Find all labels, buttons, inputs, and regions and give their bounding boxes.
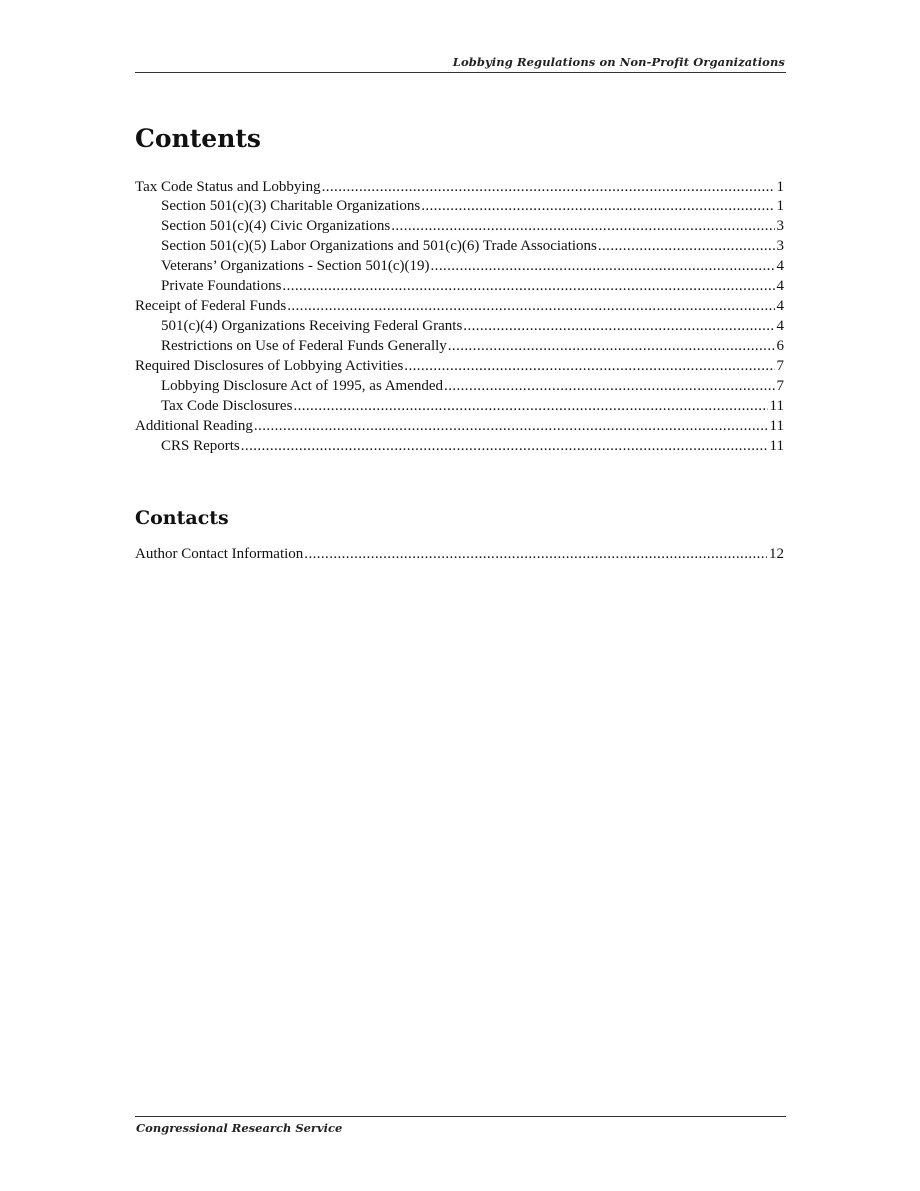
toc-entry-page: 3	[776, 218, 784, 235]
running-footer: Congressional Research Service	[136, 1121, 343, 1135]
toc-entry-page: 7	[776, 358, 784, 375]
toc-entry-title: Section 501(c)(3) Charitable Organizations	[161, 198, 421, 215]
toc-entry-page: 12	[769, 546, 784, 562]
toc-dot-leader	[254, 416, 768, 436]
toc-entry[interactable]	[135, 544, 784, 564]
toc-entry-title: Lobbying Disclosure Act of 1995, as Amended	[161, 377, 444, 394]
toc-entry[interactable]	[135, 257, 784, 277]
toc-entry-page: 4	[776, 298, 784, 315]
toc-entry-page: 4	[776, 317, 784, 334]
toc-entry-page: 1	[776, 179, 784, 195]
toc-entry-title: CRS Reports	[161, 437, 240, 454]
toc-entry-page: 11	[769, 418, 784, 435]
toc-dot-leader	[448, 337, 775, 357]
toc-entry[interactable]	[135, 217, 784, 237]
running-header: Lobbying Regulations on Non-Profit Organizations	[452, 55, 785, 69]
toc-entry-page: 6	[776, 337, 784, 354]
toc-entry[interactable]	[135, 237, 784, 257]
toc-entry[interactable]	[135, 397, 784, 417]
contents-heading: Contents	[135, 124, 262, 153]
toc-entry-page: 1	[776, 198, 784, 215]
toc-dot-leader	[444, 377, 774, 397]
toc-entry[interactable]	[135, 177, 784, 197]
toc-entry[interactable]	[135, 416, 784, 436]
toc-dot-leader	[293, 397, 767, 417]
toc-dot-leader	[463, 317, 774, 337]
toc-dot-leader	[322, 177, 775, 197]
toc-entry[interactable]	[135, 356, 784, 376]
toc-entry-title: Section 501(c)(4) Civic Organizations	[161, 218, 391, 235]
toc-dot-leader	[287, 296, 774, 316]
footer-rule	[135, 1116, 786, 1117]
toc-entry[interactable]	[135, 197, 784, 217]
toc-dot-leader	[391, 217, 774, 237]
toc-entry-title: Required Disclosures of Lobbying Activities	[135, 358, 404, 375]
toc-entry-page: 7	[776, 377, 784, 394]
toc-entry-page: 11	[769, 397, 784, 414]
toc-entry-title: Author Contact Information	[135, 546, 304, 562]
toc-entry-page: 4	[776, 277, 784, 294]
toc-entry-title: Receipt of Federal Funds	[135, 298, 287, 315]
toc-entry-page: 4	[776, 257, 784, 274]
toc-entry[interactable]	[135, 296, 784, 316]
toc-entry-title: Section 501(c)(5) Labor Organizations and 501(c)(6) Trade Associations	[161, 237, 597, 254]
toc-entry-title: Tax Code Disclosures	[161, 397, 293, 414]
contacts-heading: Contacts	[135, 507, 229, 529]
toc-entry-title: Tax Code Status and Lobbying	[135, 179, 321, 195]
toc-entry-page: 11	[769, 437, 784, 454]
toc-dot-leader	[431, 257, 775, 277]
toc-entry-page: 3	[776, 237, 784, 254]
toc-entry-title: Veterans’ Organizations - Section 501(c)(19)	[161, 257, 430, 274]
toc-dot-leader	[304, 544, 767, 564]
toc-entry[interactable]	[135, 277, 784, 297]
contents-list	[135, 177, 784, 457]
toc-entry[interactable]	[135, 377, 784, 397]
toc-entry-title: 501(c)(4) Organizations Receiving Federal Grants	[161, 317, 463, 334]
toc-entry-title: Private Foundations	[161, 277, 282, 294]
toc-dot-leader	[282, 277, 774, 297]
toc-entry[interactable]	[135, 317, 784, 337]
toc-entry[interactable]	[135, 437, 784, 457]
toc-dot-leader	[598, 237, 775, 257]
toc-entry-title: Additional Reading	[135, 418, 253, 435]
header-rule	[135, 72, 786, 73]
contacts-list	[135, 544, 784, 564]
toc-dot-leader	[241, 437, 768, 457]
toc-dot-leader	[404, 356, 774, 376]
toc-dot-leader	[421, 197, 774, 217]
toc-entry-title: Restrictions on Use of Federal Funds Generally	[161, 337, 447, 354]
toc-entry[interactable]	[135, 337, 784, 357]
